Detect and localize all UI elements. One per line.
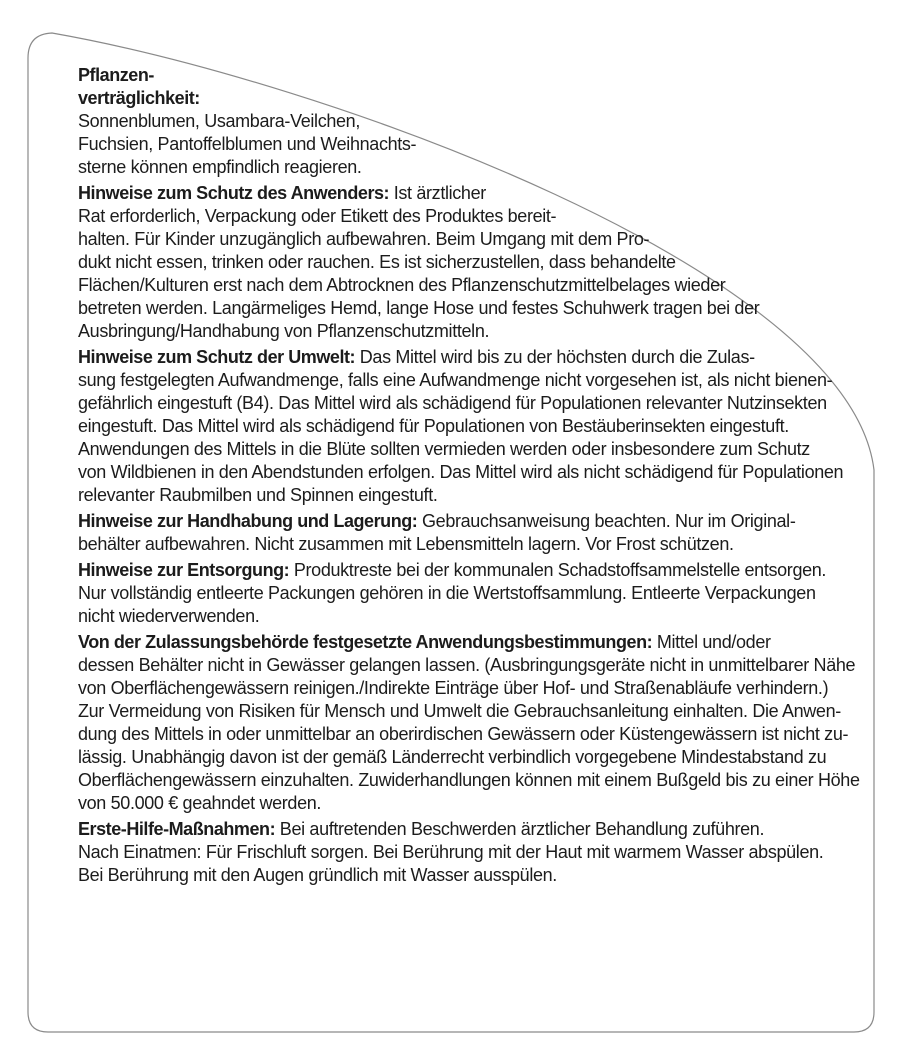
body-text: eingestuft. Das Mittel wird als schädigend für Populationen von Bestäuberinsekten eingestuft. bbox=[78, 416, 789, 436]
body-text: halten. Für Kinder unzugänglich aufbewahren. Beim Umgang mit dem Pro- bbox=[78, 229, 650, 249]
body-text: Sonnenblumen, Usambara-Veilchen, bbox=[78, 111, 360, 131]
body-text: gefährlich eingestuft (B4). Das Mittel wird als schädigend für Populationen relevanter Nutzinsekten bbox=[78, 393, 827, 413]
body-text: Rat erforderlich, Verpackung oder Etikett des Produktes bereit- bbox=[78, 206, 557, 226]
body-text: sung festgelegten Aufwandmenge, falls eine Aufwandmenge nicht vorgesehen ist, als nicht bienen- bbox=[78, 370, 833, 390]
body-text: Flächen/Kulturen erst nach dem Abtrocknen des Pflanzenschutzmittelbelages wieder bbox=[78, 275, 726, 295]
body-text: Produktreste bei der kommunalen Schadstoffsammelstelle entsorgen. bbox=[289, 560, 827, 580]
body-text: Nur vollständig entleerte Packungen gehören in die Wertstoffsammlung. Entleerte Verpackungen bbox=[78, 583, 816, 603]
paragraph-erste-hilfe bbox=[78, 818, 874, 887]
body-text: von Wildbienen in den Abendstunden erfolgen. Das Mittel wird als nicht schädigend für Populationen bbox=[78, 462, 844, 482]
body-text: Oberflächengewässern einzuhalten. Zuwiderhandlungen können mit einem Bußgeld bis zu einer Höhe bbox=[78, 770, 860, 790]
heading-text: Hinweise zum Schutz der Umwelt: bbox=[78, 347, 356, 367]
body-text: Mittel und/oder bbox=[652, 632, 771, 652]
body-text: Ist ärztlicher bbox=[389, 183, 486, 203]
body-text: Zur Vermeidung von Risiken für Mensch und Umwelt die Gebrauchsanleitung einhalten. Die Anwen- bbox=[78, 701, 841, 721]
body-text: Gebrauchsanweisung beachten. Nur im Original- bbox=[417, 511, 796, 531]
body-text: dessen Behälter nicht in Gewässer gelangen lassen. (Ausbringungsgeräte nicht in unmittelbarer Nähe bbox=[78, 655, 856, 675]
body-text: behälter aufbewahren. Nicht zusammen mit Lebensmitteln lagern. Vor Frost schützen. bbox=[78, 534, 734, 554]
paragraph-entsorgung bbox=[78, 559, 874, 628]
body-text: nicht wiederverwenden. bbox=[78, 606, 260, 626]
label-text-block bbox=[78, 64, 874, 890]
heading-text: Erste-Hilfe-Maßnahmen: bbox=[78, 819, 276, 839]
body-text: Das Mittel wird bis zu der höchsten durch die Zulas- bbox=[355, 347, 755, 367]
paragraph-schutz-des-anwenders bbox=[78, 182, 874, 343]
body-text: Nach Einatmen: Für Frischluft sorgen. Bei Berührung mit der Haut mit warmem Wasser abspülen. bbox=[78, 842, 824, 862]
paragraph-anwendungsbestimmungen bbox=[78, 631, 874, 815]
body-text: dukt nicht essen, trinken oder rauchen. Es ist sicherzustellen, dass behandelte bbox=[78, 252, 676, 272]
heading-text: Hinweise zum Schutz des Anwenders: bbox=[78, 183, 390, 203]
body-text: Fuchsien, Pantoffelblumen und Weihnachts- bbox=[78, 134, 417, 154]
body-text: dung des Mittels in oder unmittelbar an oberirdischen Gewässern oder Küstengewässern ist nicht zu- bbox=[78, 724, 849, 744]
body-text: Anwendungen des Mittels in die Blüte sollten vermieden werden oder insbesondere zum Schutz bbox=[78, 439, 810, 459]
body-text: Bei auftretenden Beschwerden ärztlicher Behandlung zuführen. bbox=[275, 819, 765, 839]
body-text: betreten werden. Langärmeliges Hemd, lange Hose und festes Schuhwerk tragen bei der bbox=[78, 298, 760, 318]
heading-text: Von der Zulassungsbehörde festgesetzte Anwendungsbestimmungen: bbox=[78, 632, 653, 652]
body-text: Ausbringung/Handhabung von Pflanzenschutzmitteln. bbox=[78, 321, 490, 341]
heading-text: Hinweise zur Entsorgung: bbox=[78, 560, 290, 580]
heading-text: Pflanzen- bbox=[78, 65, 154, 85]
heading-text: Hinweise zur Handhabung und Lagerung: bbox=[78, 511, 418, 531]
body-text: sterne können empfindlich reagieren. bbox=[78, 157, 362, 177]
paragraph-handhabung-und-lagerung bbox=[78, 510, 874, 556]
paragraph-schutz-der-umwelt bbox=[78, 346, 874, 507]
body-text: von 50.000 € geahndet werden. bbox=[78, 793, 322, 813]
paragraph-pflanzenvertraeglichkeit bbox=[78, 64, 874, 179]
body-text: Bei Berührung mit den Augen gründlich mit Wasser ausspülen. bbox=[78, 865, 557, 885]
heading-text: verträglichkeit: bbox=[78, 88, 200, 108]
body-text: lässig. Unabhängig davon ist der gemäß Länderrecht verbindlich vorgegebene Mindestabstand zu bbox=[78, 747, 827, 767]
body-text: relevanter Raubmilben und Spinnen eingestuft. bbox=[78, 485, 438, 505]
body-text: von Oberflächengewässern reinigen./Indirekte Einträge über Hof- und Straßenabläufe verhindern.) bbox=[78, 678, 829, 698]
